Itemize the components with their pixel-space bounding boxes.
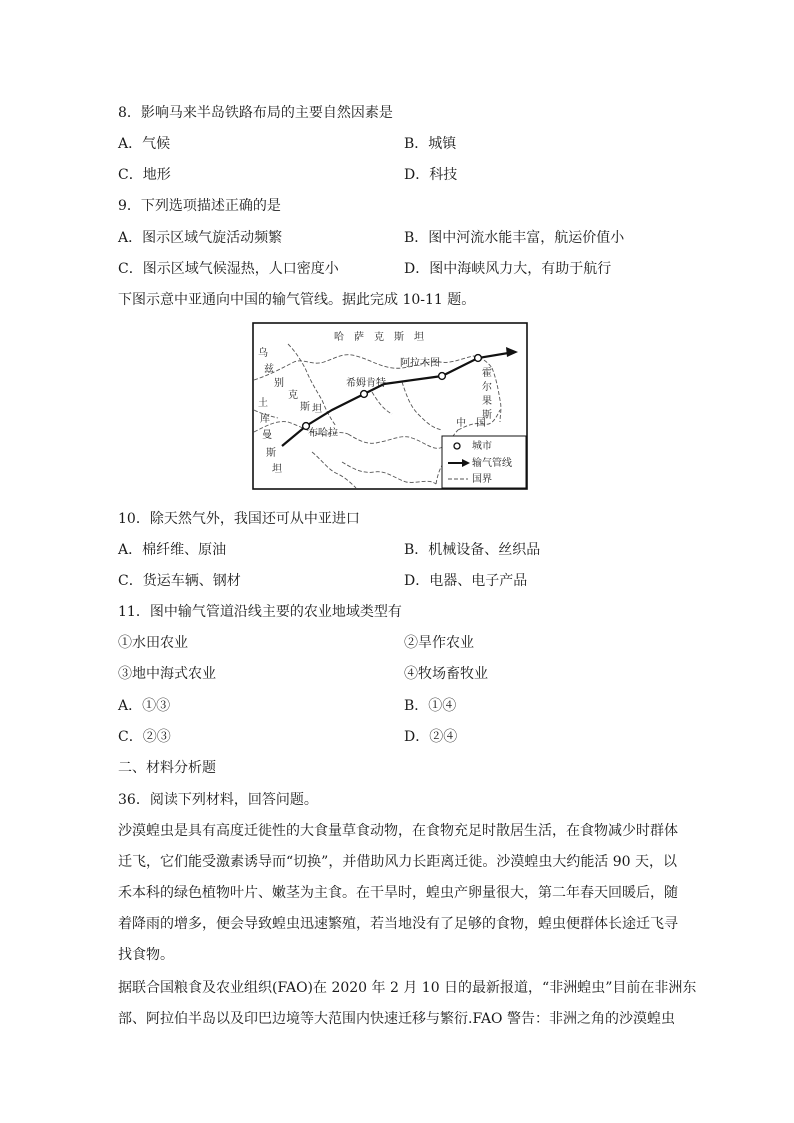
legend-city-icon xyxy=(454,443,460,449)
label-almaty: 阿拉木图 xyxy=(400,358,440,369)
q10-option-c: C．货运车辆、钢材 xyxy=(118,573,241,589)
label-shymkent: 希姆肯特 xyxy=(346,378,386,389)
city-marker-shymkent xyxy=(361,391,368,398)
label-uzbekistan-6: 坦 xyxy=(312,404,322,415)
label-kazakhstan: 哈 萨 克 斯 坦 xyxy=(334,332,424,343)
q9-option-c: C．图示区域气候湿热，人口密度小 xyxy=(118,261,339,277)
q9-option-a: A．图示区域气旋活动频繁 xyxy=(118,230,283,246)
label-turkmenistan-3: 曼 xyxy=(262,430,272,441)
label-turkmenistan-4: 斯 xyxy=(266,448,276,459)
p1-line-4: 着降雨的增多，便会导致蝗虫迅速繁殖，若当地没有了足够的食物，蝗虫便群体长途迁飞寻 xyxy=(118,916,678,932)
label-uzbekistan-5: 斯 xyxy=(300,402,310,413)
label-china: 中 国 xyxy=(456,418,486,429)
p1-line-2: 迁飞，它们能受激素诱导而“切换”，并借助风力长距离迁徙。沙漠蝗虫大约能活 90 天，以 xyxy=(118,854,678,870)
q11-item-4: ④牧场畜牧业 xyxy=(404,666,488,682)
q8-option-b: B．城镇 xyxy=(404,136,457,152)
q36-stem: 36．阅读下列材料，回答问题。 xyxy=(118,792,318,808)
label-khorgos-3: 果 xyxy=(482,396,492,407)
q11-option-d: D．②④ xyxy=(404,729,458,745)
p1-line-5: 找食物。 xyxy=(118,947,174,963)
q8-option-a: A．气候 xyxy=(118,136,171,152)
label-khorgos-1: 霍 xyxy=(482,368,492,379)
q8-option-d: D．科技 xyxy=(404,167,458,183)
map-legend xyxy=(442,436,526,488)
q11-item-2: ②旱作农业 xyxy=(404,635,474,651)
label-uzbekistan-4: 克 xyxy=(288,390,298,401)
q11-item-3: ③地中海式农业 xyxy=(118,666,216,682)
label-turkmenistan-1: 土 xyxy=(258,398,268,409)
pipeline-map xyxy=(252,322,528,490)
intro-10-11: 下图示意中亚通向中国的输气管线。据此完成 10-11 题。 xyxy=(118,292,476,308)
label-turkmenistan-2: 库 xyxy=(260,414,270,425)
q8-stem: 8．影响马来半岛铁路布局的主要自然因素是 xyxy=(118,105,393,121)
legend-pipeline: 输气管线 xyxy=(472,458,512,469)
q10-stem: 10．除天然气外，我国还可从中亚进口 xyxy=(118,511,360,527)
q11-option-c: C．②③ xyxy=(118,729,171,745)
label-khorgos-2: 尔 xyxy=(482,382,492,393)
city-marker-khorgos xyxy=(475,355,482,362)
p1-line-3: 禾本科的绿色植物叶片、嫩茎为主食。在干旱时，蝗虫产卵量很大，第二年春天回暖后，随 xyxy=(118,885,678,901)
q11-stem: 11．图中输气管道沿线主要的农业地域类型有 xyxy=(118,604,402,620)
label-uzbekistan-1: 乌 xyxy=(258,348,268,359)
q11-option-b: B．①④ xyxy=(404,698,457,714)
q8-option-c: C．地形 xyxy=(118,167,171,183)
label-turkmenistan-5: 坦 xyxy=(272,464,282,475)
q10-option-b: B．机械设备、丝织品 xyxy=(404,542,541,558)
q9-stem: 9．下列选项描述正确的是 xyxy=(118,198,281,214)
q36-paragraph-2 xyxy=(118,973,697,1035)
label-uzbekistan-3: 别 xyxy=(274,378,284,389)
q10-option-d: D．电器、电子产品 xyxy=(404,573,528,589)
label-khorgos-4: 斯 xyxy=(482,410,492,421)
q9-option-d: D．图中海峡风力大，有助于航行 xyxy=(404,261,612,277)
legend-city: 城市 xyxy=(472,441,492,452)
p2-line-1: 据联合国粮食及农业组织(FAO)在 2020 年 2 月 10 日的最新报道，“非洲蝗虫”目前在非洲东 xyxy=(118,980,697,996)
section-heading: 二、材料分析题 xyxy=(118,760,216,776)
city-marker-almaty xyxy=(439,373,446,380)
label-bukhara: 布哈拉 xyxy=(308,428,338,439)
q9-option-b: B．图中河流水能丰富，航运价值小 xyxy=(404,230,625,246)
q11-option-a: A．①③ xyxy=(118,698,171,714)
legend-border: 国界 xyxy=(472,474,492,485)
q36-paragraph-1 xyxy=(118,816,678,971)
q10-option-a: A．棉纤维、原油 xyxy=(118,542,227,558)
p1-line-1: 沙漠蝗虫是具有高度迁徙性的大食量草食动物，在食物充足时散居生活，在食物减少时群体 xyxy=(118,823,678,839)
p2-line-2: 部、阿拉伯半岛以及印巴边境等大范围内快速迁移与繁衍.FAO 警告：非洲之角的沙漠蝗虫 xyxy=(118,1011,675,1027)
q11-item-1: ①水田农业 xyxy=(118,635,188,651)
label-uzbekistan-2: 兹 xyxy=(264,364,274,375)
